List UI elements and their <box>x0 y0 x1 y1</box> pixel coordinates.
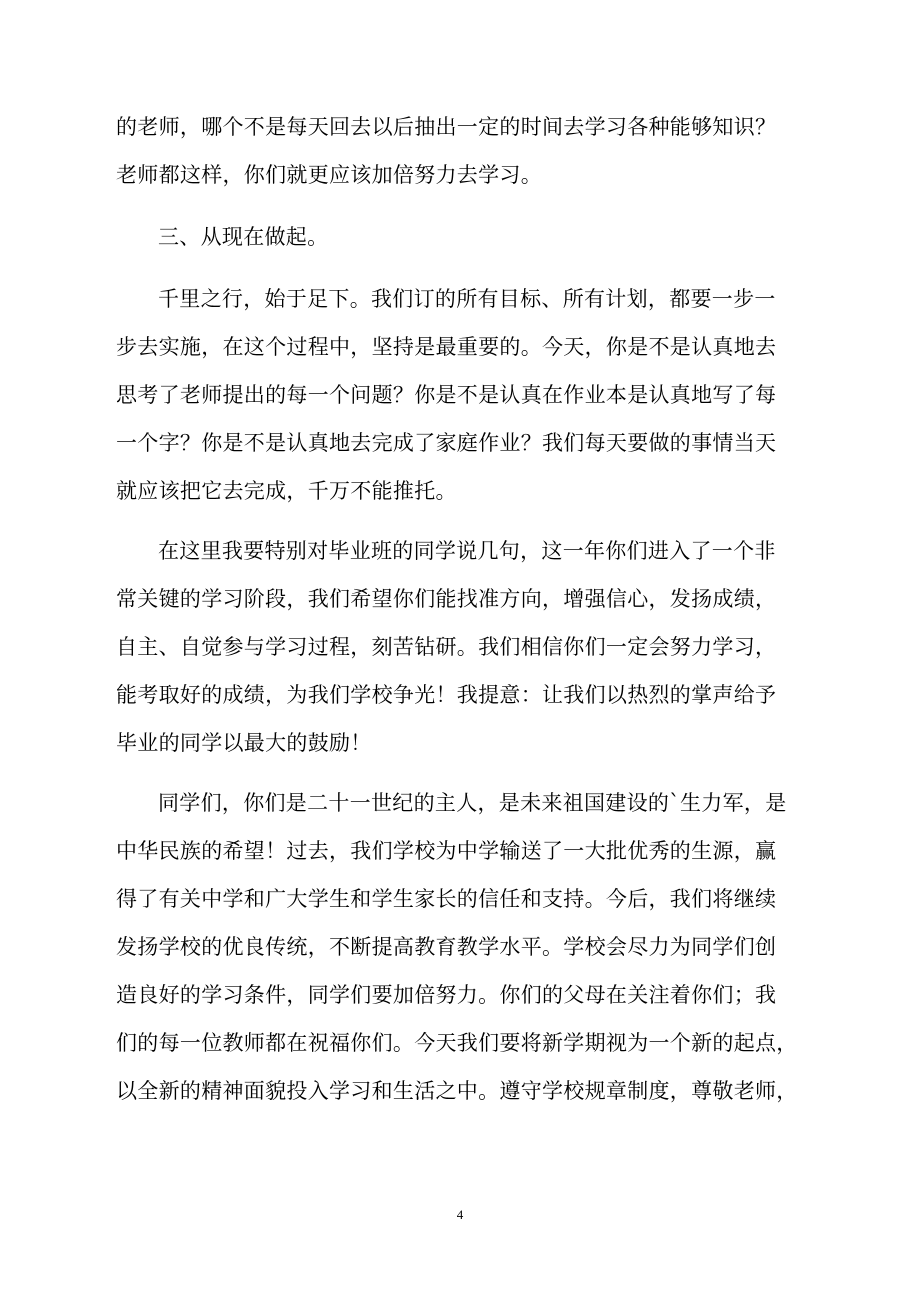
text-line: 老师都这样，你们就更应该加倍努力去学习。 <box>116 163 542 187</box>
text-line: 得了有关中学和广大学生和学生家长的信任和支持。今后，我们将继续 <box>116 887 777 911</box>
text-line: 常关键的学习阶段，我们希望你们能找准方向，增强信心，发扬成绩， <box>116 587 777 611</box>
text-line: 以全新的精神面貌投入学习和生活之中。遵守学校规章制度，尊敬老师， <box>116 1079 798 1103</box>
text-line: 发扬学校的优良传统，不断提高教育教学水平。学校会尽力为同学们创 <box>116 935 777 959</box>
text-line: 造良好的学习条件，同学们要加倍努力。你们的父母在关注着你们；我 <box>116 983 777 1007</box>
text-line: 就应该把它去完成，千万不能推托。 <box>116 479 457 503</box>
text-line: 千里之行，始于足下。我们订的所有目标、所有计划，都要一步一 <box>158 287 776 311</box>
text-line: 一个字？你是不是认真地去完成了家庭作业？我们每天要做的事情当天 <box>116 431 777 455</box>
text-line: 同学们，你们是二十一世纪的主人，是未来祖国建设的`生力军，是 <box>158 791 787 815</box>
text-line: 毕业的同学以最大的鼓励！ <box>116 731 372 755</box>
text-line: 能考取好的成绩，为我们学校争光！我提意：让我们以热烈的掌声给予 <box>116 683 777 707</box>
section-heading: 三、从现在做起。 <box>158 225 329 249</box>
text-line: 在这里我要特别对毕业班的同学说几句，这一年你们进入了一个非 <box>158 539 776 563</box>
text-line: 中华民族的希望！过去，我们学校为中学输送了一大批优秀的生源，赢 <box>116 839 777 863</box>
text-line: 自主、自觉参与学习过程，刻苦钻研。我们相信你们一定会努力学习， <box>116 635 777 659</box>
text-line: 思考了老师提出的每一个问题？你是不是认真在作业本是认真地写了每 <box>116 383 777 407</box>
text-line: 的老师，哪个不是每天回去以后抽出一定的时间去学习各种能够知识？ <box>116 115 777 139</box>
text-line: 步去实施，在这个过程中，坚持是最重要的。今天，你是不是认真地去 <box>116 335 777 359</box>
text-line: 们的每一位教师都在祝福你们。今天我们要将新学期视为一个新的起点， <box>116 1031 798 1055</box>
page-number: 4 <box>456 1207 464 1222</box>
